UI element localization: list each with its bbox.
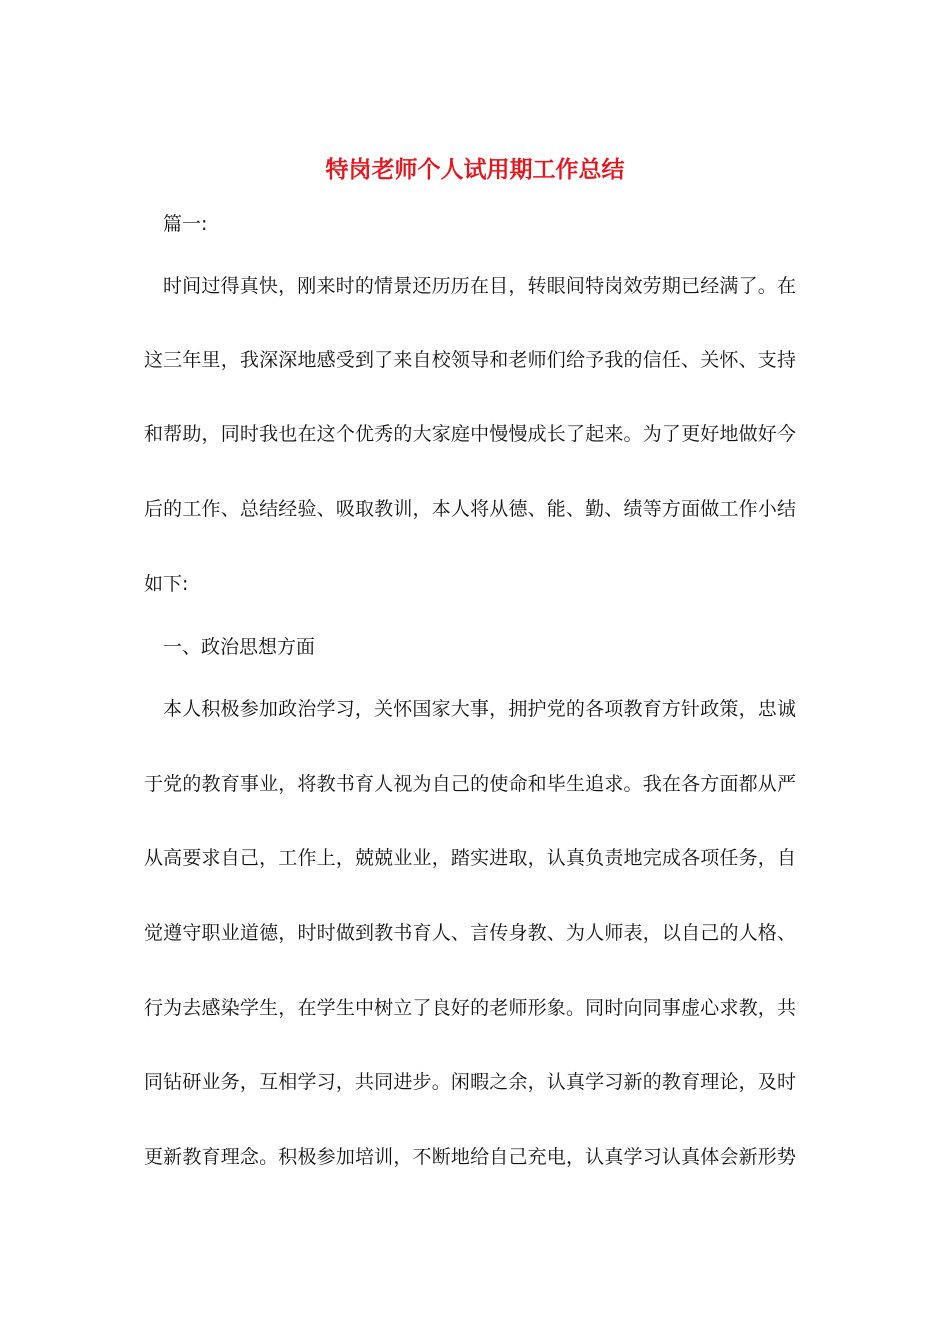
paragraph2-line-1: 本人积极参加政治学习，关怀国家大事，拥护党的各项教育方针政策，忠诚 — [163, 698, 796, 720]
paragraph1-line-2: 这三年里，我深深地感受到了来自校领导和老师们给予我的信任、关怀、支持 — [144, 349, 796, 371]
paragraph2-line-6: 同钻研业务，互相学习，共同进步。闲暇之余，认真学习新的教育理论，及时 — [144, 1071, 796, 1093]
paragraph2-line-3: 从高要求自己，工作上，兢兢业业，踏实进取，认真负责地完成各项任务，自 — [144, 847, 796, 869]
paragraph2-line-7: 更新教育理念。积极参加培训，不断地给自己充电，认真学习认真体会新形势 — [144, 1146, 796, 1168]
paragraph1-line-1: 时间过得真快，刚来时的情景还历历在目，转眼间特岗效劳期已经满了。在 — [163, 275, 796, 297]
paragraph1-line-3: 和帮助，同时我也在这个优秀的大家庭中慢慢成长了起来。为了更好地做好今 — [144, 423, 796, 445]
heading-political-thought: 一、政治思想方面 — [163, 636, 316, 658]
paragraph1-line-5: 如下: — [144, 573, 189, 595]
paragraph2-line-4: 觉遵守职业道德，时时做到教书育人、言传身教、为人师表，以自己的人格、 — [144, 922, 796, 944]
section-label: 篇一: — [163, 213, 208, 235]
paragraph1-line-4: 后的工作、总结经验、吸取教训，本人将从德、能、勤、绩等方面做工作小结 — [144, 498, 796, 520]
paragraph2-line-2: 于党的教育事业，将教书育人视为自己的使命和毕生追求。我在各方面都从严 — [144, 773, 796, 795]
paragraph2-line-5: 行为去感染学生，在学生中树立了良好的老师形象。同时向同事虚心求教，共 — [144, 997, 796, 1019]
document-title: 特岗老师个人试用期工作总结 — [325, 156, 625, 183]
